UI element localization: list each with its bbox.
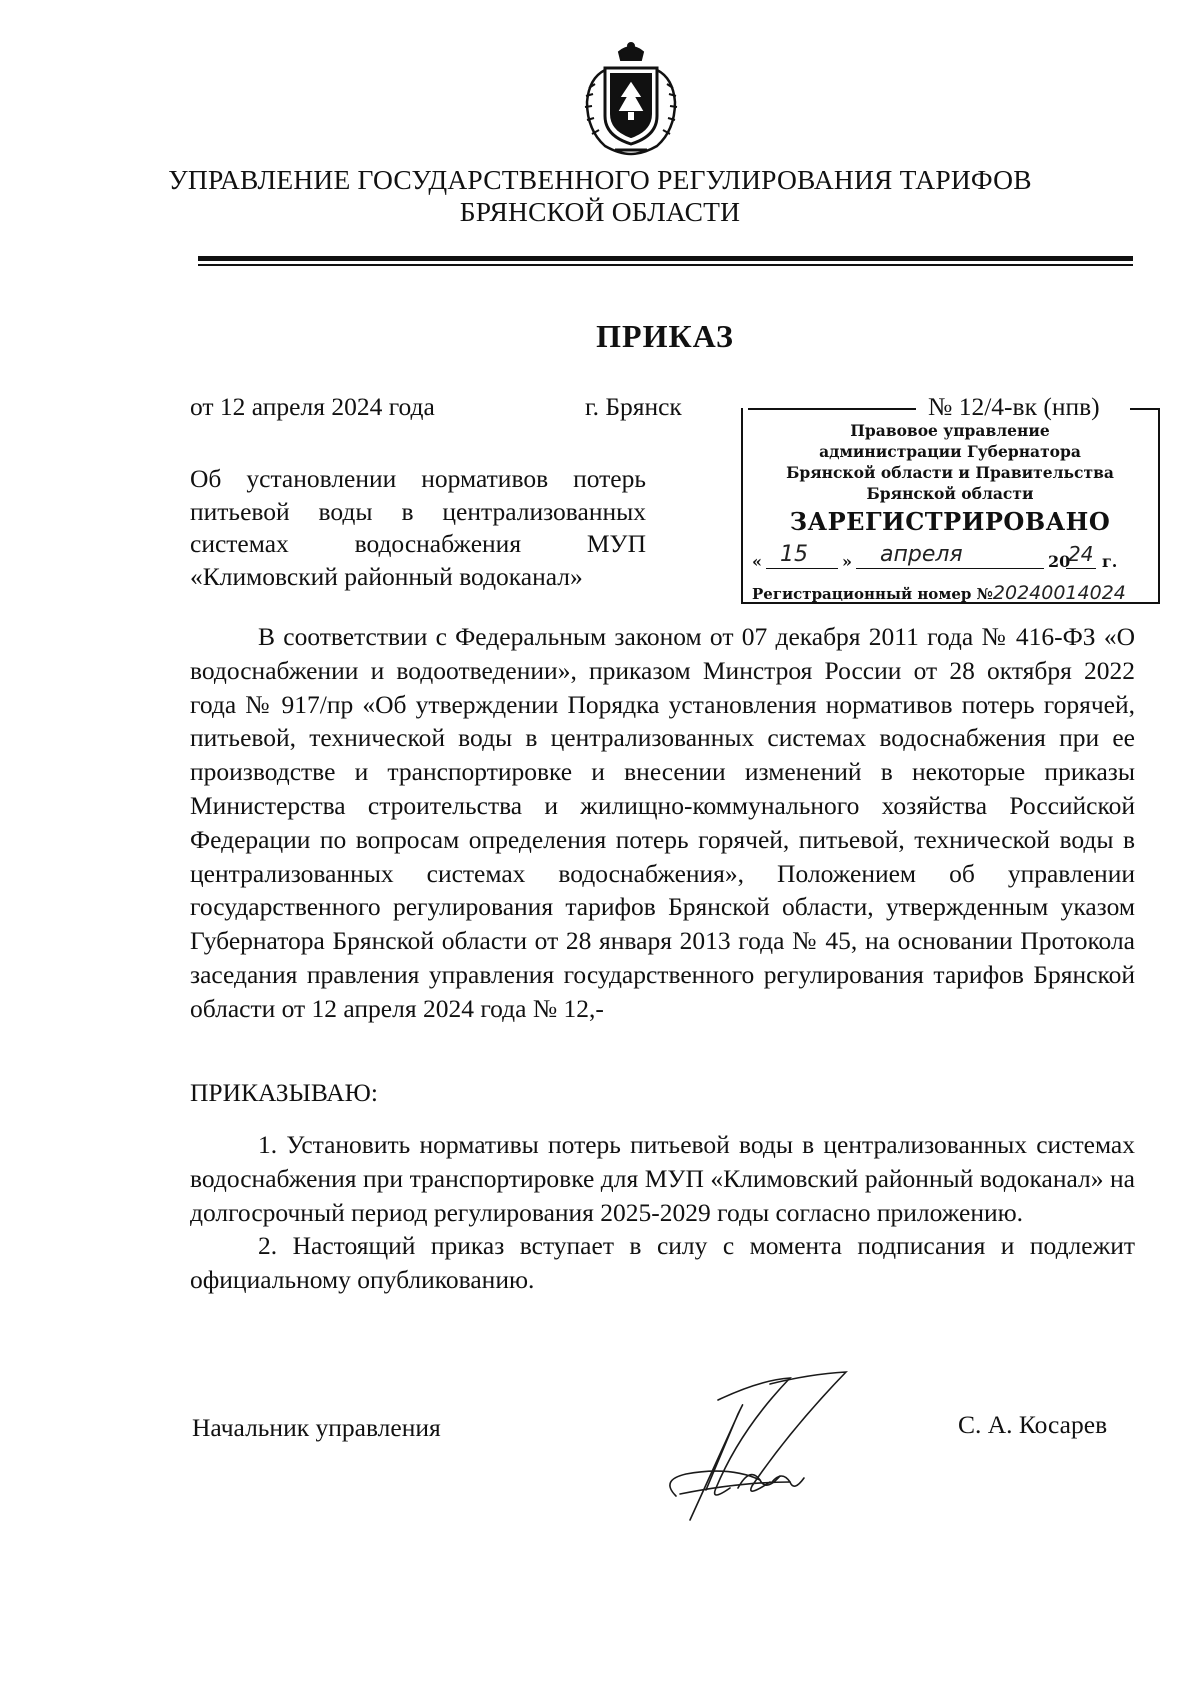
document-number: № 12/4-вк (нпв): [928, 392, 1100, 421]
handwritten-signature: [620, 1370, 870, 1530]
stamp-date-row: « 15 » апреля 20 24 г.: [752, 542, 1118, 571]
document-subject: Об установлении нормативов потерь питьевой воды в централизованных системах водоснабжения МУП «Климовский районный водоканал»: [190, 464, 646, 591]
document-date: от 12 апреля 2024 года: [190, 392, 435, 421]
organization-name-line2: БРЯНСКОЙ ОБЛАСТИ: [459, 196, 741, 227]
stamp-day: 15: [780, 542, 808, 567]
stamp-line2: администрации Губернатора: [819, 442, 1081, 461]
order-items: [190, 1128, 1135, 1297]
stamp-year-unit: г.: [1102, 552, 1118, 571]
order-word: ПРИКАЗЫВАЮ:: [190, 1078, 378, 1107]
stamp-reg-label: Регистрационный номер №: [752, 585, 993, 603]
document-city: г. Брянск: [585, 392, 682, 421]
header-divider-thick: [198, 256, 1133, 261]
header-divider-thin: [198, 264, 1133, 266]
stamp-registered: ЗАРЕГИСТРИРОВАНО: [789, 507, 1111, 536]
stamp-line1: Правовое управление: [850, 421, 1050, 440]
stamp-line4: Брянской области: [866, 484, 1034, 503]
signer-position: Начальник управления: [192, 1413, 441, 1442]
order-item: 2. Настоящий приказ вступает в силу с момента подписания и подлежит официальному опубликованию.: [190, 1231, 1135, 1295]
organization-name-line1: УПРАВЛЕНИЕ ГОСУДАРСТВЕННОГО РЕГУЛИРОВАНИЯ ТАРИФОВ: [168, 164, 1032, 195]
stamp-frame-right: [1158, 408, 1160, 604]
document-title: ПРИКАЗ: [596, 318, 734, 354]
stamp-frame-top-right: [1130, 408, 1160, 410]
stamp-year-suffix: 24: [1068, 542, 1094, 566]
stamp-frame-left: [741, 408, 743, 604]
signer-name: С. А. Косарев: [958, 1410, 1108, 1439]
stamp-line3: Брянской области и Правительства: [786, 463, 1114, 482]
stamp-frame-top-left: [748, 408, 916, 410]
document-body: В соответствии с Федеральным законом от 07 декабря 2011 года № 416-ФЗ «О водоснабжении и водоотведении», приказом Минстроя России от 28 октября 2022 года № 917/пр «Об утверждении Порядка установления нормативов потерь горячей, питьевой, технической воды в централизованных системах водоснабжения при ее производстве и транспортировке и внесении изменений в некоторые приказы Министерства строительства и жилищно-коммунального хозяйства Российской Федерации по вопросам определения потерь горячей, питьевой, технической воды в централизованных системах водоснабжения», Положением об управлении государственного регулирования тарифов Брянской области, утвержденным указом Губернатора Брянской области от 28 января 2013 года № 45, на основании Протокола заседания правления управления государственного регулирования тарифов Брянской области от 12 апреля 2024 года № 12,-: [190, 622, 1135, 1023]
stamp-year-prefix: 20: [1048, 552, 1071, 571]
stamp-month: апреля: [880, 542, 963, 567]
stamp-reg-number: 20240014024: [992, 582, 1126, 604]
order-item: 1. Установить нормативы потерь питьевой воды в централизованных системах водоснабжения при транспортировке для МУП «Климовский районный водоканал» на долгосрочный период регулирования 2025-2029 годы согласно приложению.: [190, 1130, 1135, 1227]
coat-of-arms-icon: [575, 38, 687, 158]
registration-stamp: [745, 420, 1155, 538]
stamp-registration-number: [752, 582, 1126, 604]
